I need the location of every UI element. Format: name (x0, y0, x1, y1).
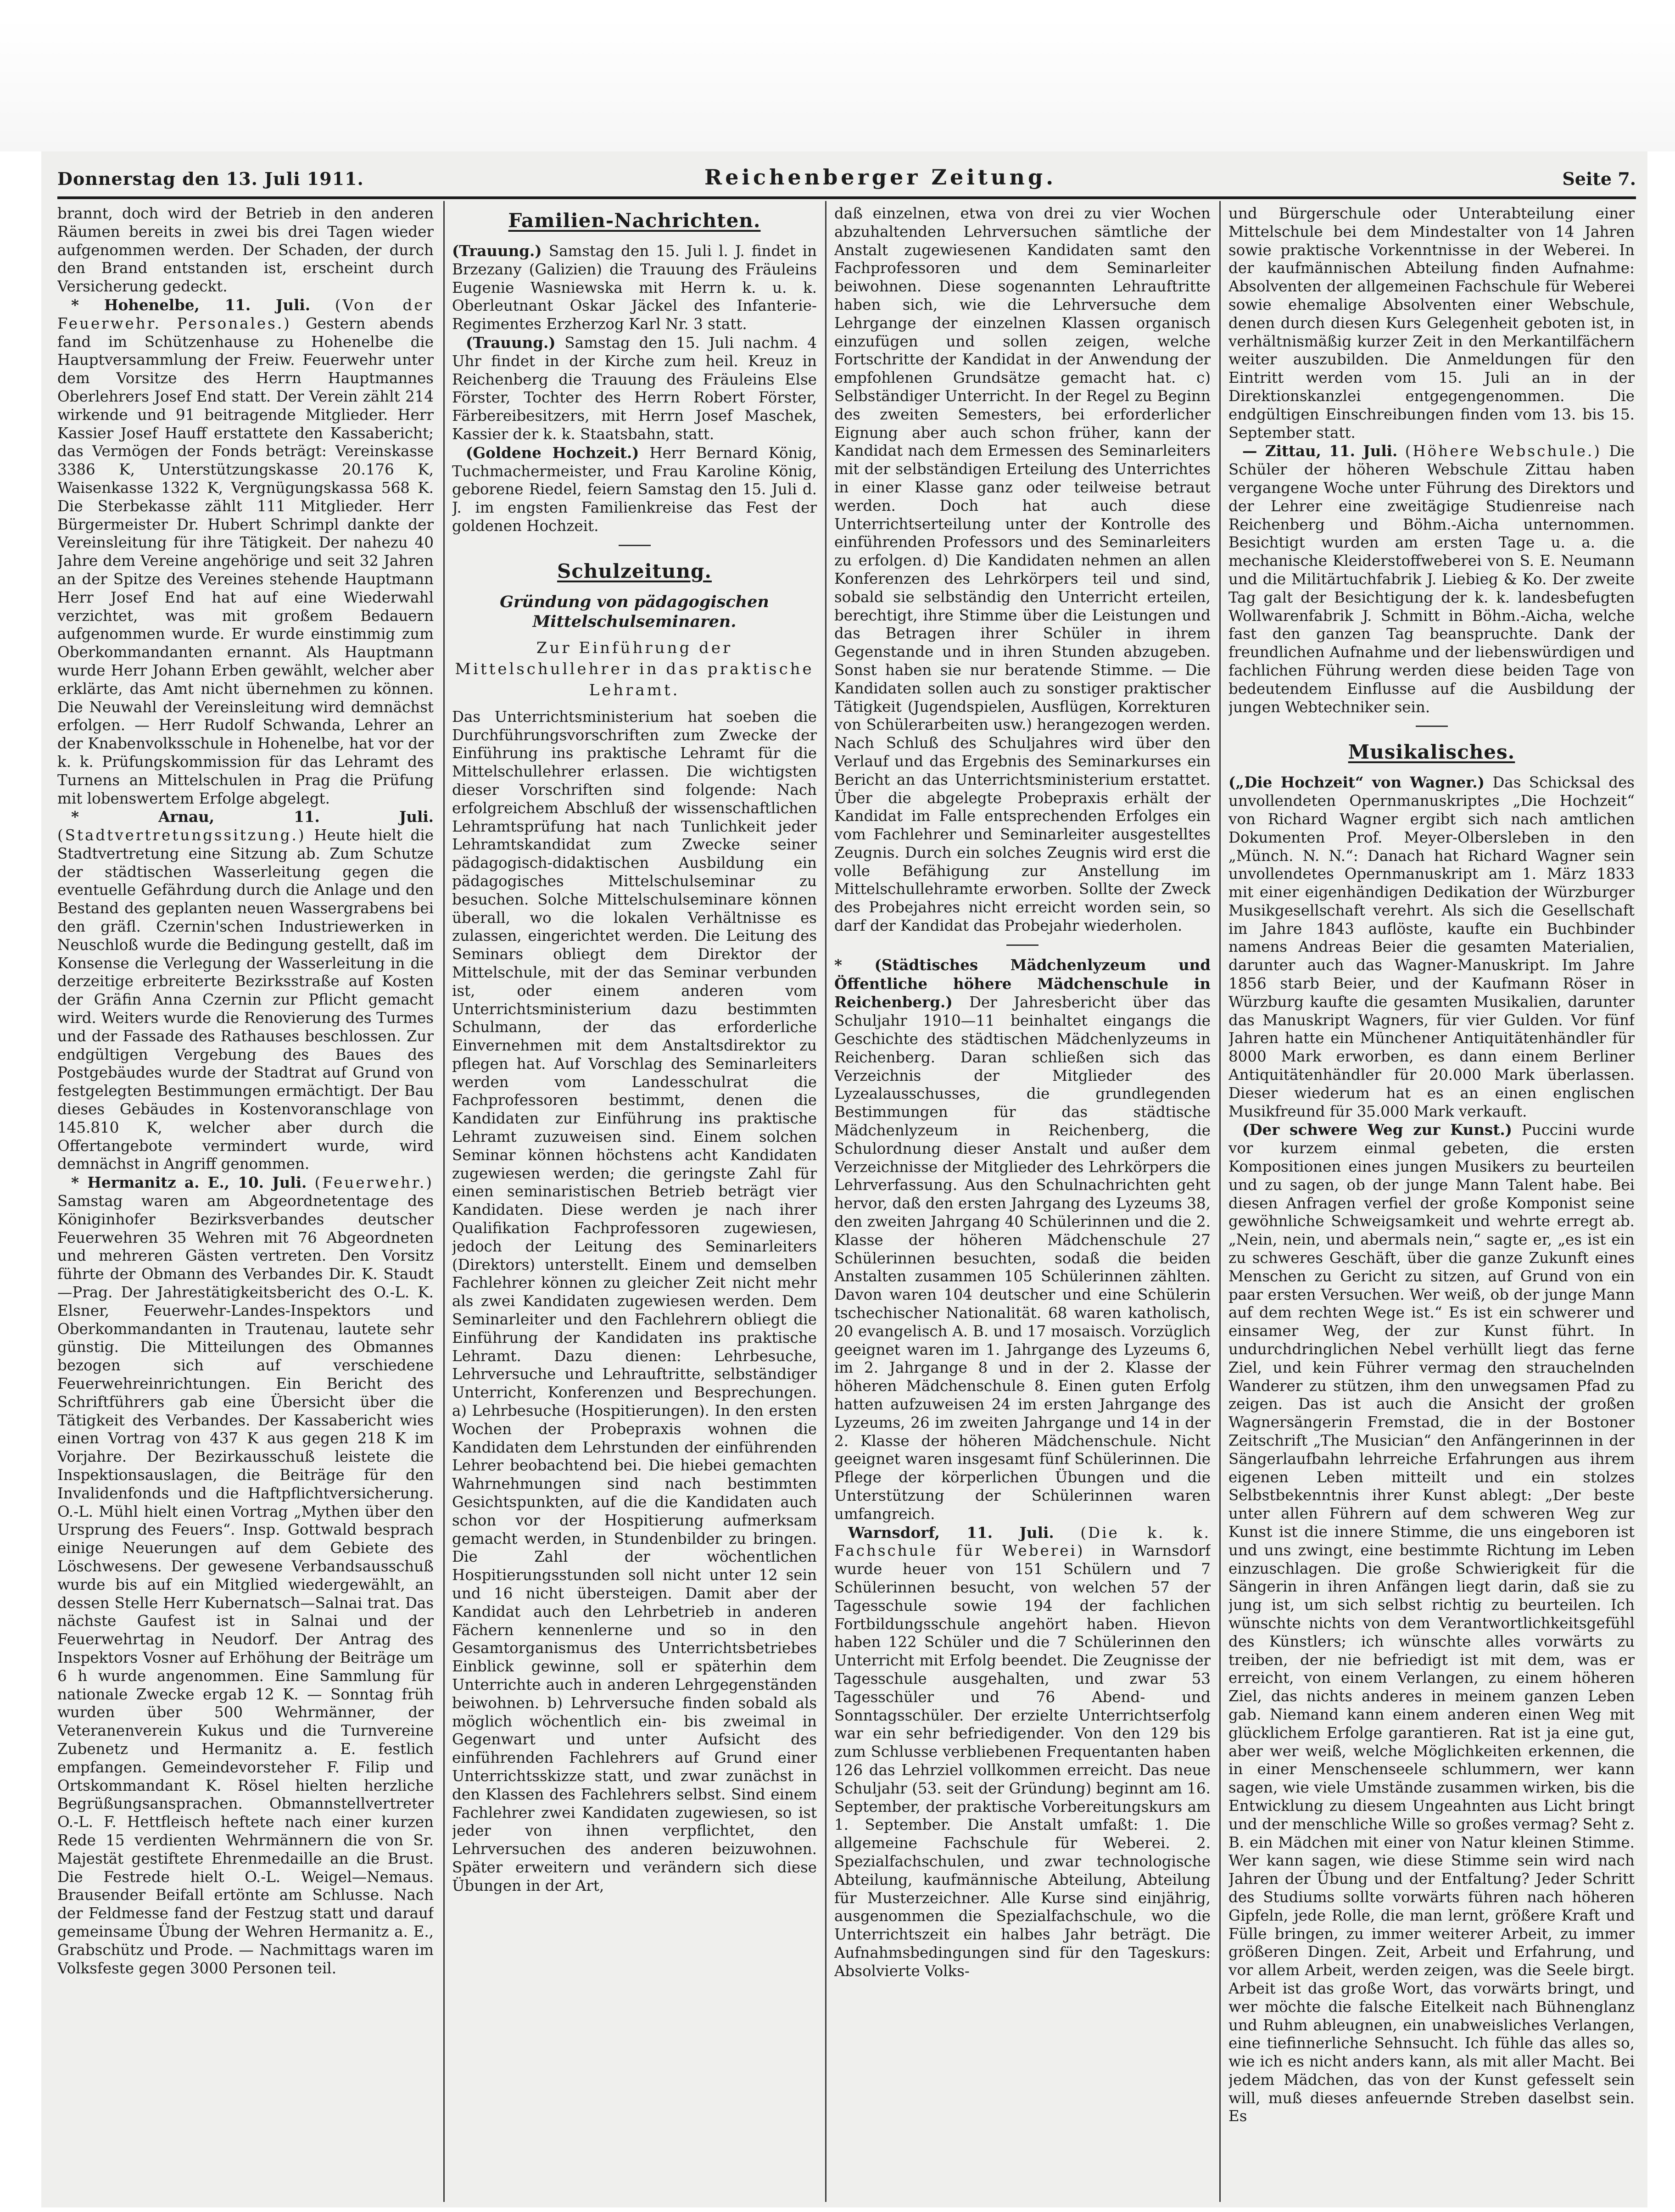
article-headline: Mittelschulseminaren. (532, 612, 737, 631)
article-text: Puccini wurde vor kurzem einmal gebeten, die ersten Kompositionen eines jungen Musikers zu beurteilen und zu sagen, ob der junge Mann Talent habe. Bei diesen Anfragen verfiel der große Komponist seine gewöhnliche Schweigsamkeit und wehrte erregt ab. „Nein, nein, und abermals nein,“ sagte er, „es ist ein zu schweres Geschäft, über die ganze Zukunft eines Menschen zu Gericht zu sitzen, auf Grund von ein paar ersten Versuchen. Wer weiß, ob der junge Mann auf dem rechten Wege ist.“ Es ist ein schwerer und einsamer Weg, der zur Kunst führt. In undurchdringlichen Nebel verhüllt liegt das ferne Ziel, und kein Führer vermag den strauchelnden Wanderer zu stützen, ihm den unwegsamen Pfad zu zeigen. Das ist auch die Ansicht der großen Wagnersängerin Fremstad, die in der Bostoner Zeitschrift „The Musician“ den Anfängerinnen in der Sängerlaufbahn lehrreiche Erfahrungen aus ihrem eigenen Leben mitteilt und ein stolzes Selbstbekenntnis ihrer Kunst ablegt: „Der beste unter allen Führern auf dem schweren Weg zur Kunst ist die innere Stimme, die uns eingeboren ist und uns zwingt, eine bestimmte Richtung im Leben einzuschlagen. Die große Schwierigkeit für die Sängerin in ihren Anfängen liegt darin, daß sie zu jung ist, um sich selbst richtig zu beurteilen. Ich wünschte nichts von dem Verantwortlichkeitsgefühl des Künstlers; ich wünschte alles vorwärts zu treiben, der nie befriedigt ist mit dem, was er erreicht, von einem Verlangen, zu einem höheren Ziel, das nichts anderes in meinem ganzen Leben gab. Niemand kann einem anderen einen Weg mit glücklichem Erfolge garantieren. Rat ist ja eine gut, aber wer weiß, welche Möglichkeiten erkennen, die in einer Menschenseele schlummern, wer kann sagen, wie viele Umstände zusammen wirken, bis die Entwicklung zu diesem Ungeahnten aus Licht bringt und der menschliche Wille so großes vermag? Seht z. B. ein Mädchen mit einer von Natur kleinen Stimme. Wer kann sagen, wie diese Stimme sein wird nach Jahren der Übung und der Entfaltung? Jeder Schritt des Studiums sollte vorwärts führen nach höheren Gipfeln, jede Rolle, die man lernt, größere Kraft und Fülle bringen, zu immer weiterer Arbeit, zu immer größeren Dingen. Zeit, Arbeit und Erfahrung, und vor allem Arbeit, werden zeigen, was die Seele birgt. Arbeit ist das große Wort, das vorwärts bringt, und wer möchte die falsche Eitelkeit nach Bühnenglanz und Ruhm ableugnen, ein unabweisliches Verlangen, eine tiefinnerliche Sehnsucht. Ich fühle das alles so, wie ich es nicht anders kann, als mit aller Macht. Bei jedem Mädchen, das von der Kunst gefesselt sein will, muß dieses anfeuernde Streben daselbst sein. Es (1228, 1121, 1635, 2125)
article-topic: * (Städtisches Mädchenlyzeum und Öffentliche höhere Mädchenschule in Reichenberg.) (834, 955, 1211, 1011)
article-topic: (Der schwere Weg zur Kunst.) (1242, 1121, 1513, 1139)
article-paragraph (834, 1524, 1211, 1981)
article-paragraph (834, 956, 1211, 1524)
masthead-title: Reichenberger Zeitung. (704, 165, 1057, 190)
article-text: Samstag waren am Abgeordnetentage des Königinhofer Bezirksverbandes deutscher Feuerwehren 35 Wehren mit 76 Abgeordneten und mehreren Gästen vertreten. Den Vorsitz führte der Obmann des Verbandes Dir. K. Staudt—Prag. Der Jahrestätigkeitsbericht des O.-L. K. Elsner, Feuerwehr-Landes-Inspektors und Oberkommandanten in Trautenau, lautete sehr günstig. Die Mitteilungen des Obmannes bezogen sich auf verschiedene Feuerwehreinrichtungen. Ein Bericht des Schriftführers gab eine Übersicht über die Tätigkeit des Verbandes. Der Kassabericht wies einen Vortrag von 437 K aus gegen 218 K im Vorjahre. Der Bezirkausschuß leistete die Inspektionsauslagen, die Beiträge für den Invalidenfonds und die Haftpflichtversicherung. O.-L. Mühl hielt einen Vortrag „Mythen über den Ursprung des Feuers“. Insp. Gottwald besprach einige Neuerungen auf dem Gebiete des Löschwesens. Der gewesene Verbandsausschuß wurde bis auf ein Mitglied wiedergewählt, an dessen Stelle Herr Kubernatsch—Salnai trat. Das nächste Gaufest ist in Salnai und der Feuerwehrtag in Neudorf. Der Antrag des Inspektors Vosner auf Erhöhung der Beiträge um 6 h wurde angenommen. Eine Sammlung für nationale Zwecke ergab 12 K. — Sonntag früh wurden über 500 Wehrmänner, der Veteranenverein Kukus und die Turnvereine Zubenetz und Hermanitz a. E. festlich empfangen. Gemeindevorsteher F. Filip und Ortskommandant K. Rösel hielten herzliche Begrüßungsansprachen. Obmannstellvertreter O.-L. F. Hettfleisch heftete nach einer kurzen Rede 15 verdienten Wehrmännern die von Sr. Majestät gestiftete Ehrenmedaille an die Brust. Die Festrede hielt O.-L. Weigel—Nemaus. Brausender Beifall ertönte am Schlusse. Nach der Feldmesse fand der Festzug statt und darauf gemeinsame Übung der Wehren Hermanitz a. E., Grabschütz und Prode. — Nachmittags waren im Volksfeste gegen 3000 Personen teil. (57, 1192, 434, 1977)
article-paragraph: brannt, doch wird der Betrieb in den anderen Räumen bereits in zwei bis drei Tagen wieder aufgenommen werden. Der Schaden, der durch den Brand entstanden ist, erscheint durch Versicherung gedeckt. (57, 205, 434, 296)
article-topic: (Von der Feuerwehr. Personales.) (57, 296, 434, 332)
article-text: Heute hielt die Stadtvertretung eine Sitzung ab. Zum Schutze der städtischen Wasserleitung gegen die eventuelle Gefährdung durch die Anlage und den Bestand des geplanten neuen Wassergrabens bei den gräfl. Czernin'schen Industriewerken in Neuschloß wurde die Bedingung gestellt, daß im Konsense die Verlegung der Wasserleitung in die derzeitige erbreiterte Bezirksstraße auf Kosten der Gräfin Anna Czernin zur Pflicht gemacht wird. Weiters wurde die Renovierung des Turmes und der Fassade des Rathauses beschlossen. Zur endgültigen Vergebung des Baues des Postgebäudes wurde der Stadtrat auf Grund von festgelegten Bestimmungen ermächtigt. Der Bau dieses Gebäudes in Kostenvoranschlage von 145.810 K, welcher aber durch die Offertangebote vermindert wurde, wird demnächst in Angriff genommen. (57, 827, 434, 1173)
column-divider (825, 201, 826, 2202)
article-text: Samstag den 15. Juli nachm. 4 Uhr findet in der Kirche zum heil. Kreuz in Reichenberg die Trauung des Fräuleins Else Förster, Tochter des Herrn Robert Förster, Färbereibesitzers, mit Herrn Josef Maschek, Kassier der k. k. Staatsbahn, statt. (452, 334, 817, 443)
page-number: Seite 7. (1562, 168, 1636, 189)
article-headline: Gründung von pädagogischen (500, 592, 769, 611)
column-divider (443, 201, 445, 2202)
dateline: Warnsdorf, 11. Juli. (848, 1523, 1054, 1542)
article-paragraph: Das Unterrichtsministerium hat soeben die Durchführungsvorschriften zum Zwecke der Einführung ins praktische Lehramt für die Mittelschullehrer erlassen. Die wichtigsten dieser Vorschriften sind folgende: Nach erfolgreichem Abschluß der wissenschaftlichen Lehramtsprüfung hat nach Tunlichkeit jeder Lehramtskandidat zum Zwecke seiner pädagogisch-didaktischen Ausbildung ein pädagogisches Mittelschulseminar zu besuchen. Solche Mittelschulseminare können überall, wo die lokalen Verhältnisse es zulassen, eingerichtet werden. Die Leitung des Seminars obliegt dem Direktor der Mittelschule, mit der das Seminar verbunden ist, oder einem anderen vom Unterrichtsministerium dazu bestimmten Schulmann, der das erforderliche Einvernehmen mit dem Anstaltsdirektor zu pflegen hat. Auf Vorschlag des Seminarleiters werden vom Landesschulrat die Fachprofessoren bestimmt, denen die Kandidaten zur Einführung ins praktische Lehramt zuzuweisen sind. Einem solchen Seminar können höchstens acht Kandidaten zugewiesen werden; die geringste Zahl für einen seminaristischen Betrieb beträgt vier Kandidaten. Diese werden je nach ihrer Qualifikation Fachprofessoren zugewiesen, jedoch der Leitung des Seminarleiters (Direktors) unterstellt. Einem und demselben Fachlehrer können zu gleicher Zeit nicht mehr als zwei Kandidaten zugewiesen werden. Dem Seminarleiter und den Fachlehrern obliegt die Einführung der Kandidaten ins praktische Lehramt. Dazu dienen: Lehrbesuche, Lehrversuche und Lehrauftritte, selbständiger Unterricht, Konferenzen und Besprechungen. a) Lehrbesuche (Hospitierungen). In den ersten Wochen der Probepraxis wohnen die Kandidaten dem Lehrstunden der einführenden Lehrer beobachtend bei. Die hiebei gemachten Wahrnehmungen sind nach bestimmten Gesichtspunkten, auf die die Kandidaten auch schon vor der Hospitierung aufmerksam gemacht werden, in Stundenbilder zu bringen. Die Zahl der wöchentlichen Hospitierungsstunden soll nicht unter 12 sein und 16 nicht übersteigen. Damit aber der Kandidat auch den Lehrbetrieb in anderen Fächern kennenlerne und so in den Gesamtorganismus des Unterrichtsbetriebes Einblick gewinne, soll er späterhin dem Unterrichte auch in anderen Lehrgegenständen beiwohnen. b) Lehrversuche finden sobald als möglich wöchentlich ein- bis zweimal in Gegenwart und unter Aufsicht des einführenden Fachlehrers auf Grund einer Unterrichtsskizze statt, und zwar zunächst in den Klassen des Fachlehrers selbst. Sind einem Fachlehrer zwei Kandidaten zugewiesen, so ist jeder von ihnen verpflichtet, den Lehrversuchen des anderen beizuwohnen. Später erweitern und verändern sich diese Übungen in der Art, (452, 708, 817, 1894)
article-topic: (Stadtvertretungssitzung.) (57, 827, 306, 844)
article-text: Herr Bernard König, Tuchmachermeister, und Frau Karoline König, geborene Riedel, feiern Samstag den 15. Juli d. J. im engsten Familienkreise das Fest der goldenen Hochzeit. (452, 444, 817, 535)
article-paragraph (1228, 773, 1635, 1121)
article-paragraph (57, 808, 434, 1173)
article-topic: (Goldene Hochzeit.) (466, 443, 639, 462)
article-topic: (Höhere Webschule.) (1405, 442, 1602, 460)
article-topic: (Die k. k. Fachschule für Weberei) (834, 1524, 1211, 1560)
column-1 (57, 205, 434, 2196)
column-2 (452, 205, 817, 2196)
dateline: * Hermanitz a. E., 10. Juli. (71, 1173, 307, 1192)
article-topic: (Trauung.) (452, 242, 542, 260)
header-rule (57, 196, 1636, 199)
article-paragraph (452, 444, 817, 536)
article-text: Gestern abends fand im Schützenhause zu Hohenelbe die Hauptversammlung der Freiw. Feuerwehr unter dem Vorsitze des Herrn Hauptmannes Oberlehrers Josef End statt. Der Verein zählt 214 wirkende und 91 beitragende Mitglieder. Herr Kassier Josef Hauff erstattete den Kassabericht; das Vermögen der Fonds beträgt: Vereinskasse 3386 K, Unterstützungskasse 20.176 K, Waisenkasse 1322 K, Vergnügungskassa 568 K. Die Sterbekasse zählt 111 Mitglieder. Herr Bürgermeister Dr. Hubert Schrimpl dankte der Vereinsleitung für ihre Tätigkeit. Der nahezu 40 Jahre dem Vereine angehörige und seit 32 Jahren an der Spitze des Vereines stehende Hauptmann Herr Josef End hat auf eine Wiederwahl verzichtet, was mit großem Bedauern aufgenommen wurde. Er wurde einstimmig zum Oberkommandanten ernannt. Als Hauptmann wurde Herr Johann Erben gewählt, welcher aber erklärte, das Amt nicht übernehmen zu können. Die Neuwahl der Vereinsleitung wird demnächst erfolgen. — Herr Rudolf Schwanda, Lehrer an der Knabenvolksschule in Hohenelbe, hat vor der k. k. Prüfungskommission für das Lehramt des Turnens an Mittelschulen in Prag die Prüfung mit lobenswertem Erfolge abgelegt. (57, 314, 434, 807)
article-text: Samstag den 15. Juli l. J. findet in Brzezany (Galizien) die Trauung des Fräuleins Eugenie Wasniewska mit Herrn k. u. k. Oberleutnant Oskar Jäckel des Infanterie-Regimentes Erzherzog Karl Nr. 3 statt. (452, 242, 817, 333)
dateline: — Zittau, 11. Juli. (1242, 442, 1398, 460)
article-paragraph (1228, 442, 1635, 716)
article-paragraph (452, 242, 817, 334)
article-title: Zur Einführung der Mittelschullehrer in das praktische Lehramt. (455, 638, 814, 699)
article-text: Das Schicksal des unvollendeten Opernmanuskriptes „Die Hochzeit“ von Richard Wagner ergibt sich nach amtlichen Dokumenten Prof. Meyer-Olbersleben in den „Münch. N. N.“: Danach hat Richard Wagner sein unvollendetes Opernmanuskript am 1. März 1833 mit einer eigenhändigen Dedikation der Würzburger Musikgesellschaft verehrt. Als sich die Gesellschaft im Jahre 1843 auflöste, kaufte ein Buchbinder namens Andreas Beier die gesamten Materialien, darunter auch das Wagner-Manuskript. Im Jahre 1856 starb Beier, und der Kaufmann Röser in Würzburg kaufte die gesamten Musikalien, darunter das Manuskript Wagners, für vier Gulden. Vor fünf Jahren hatte ein Münchener Antiquitätenhändler für 8000 Mark erworben, es dann einem Berliner Antiquitätenhändler für 20.000 Mark überlassen. Dieser wiederum hat es an einen englischen Musikfreund für 35.000 Mark verkauft. (1228, 774, 1635, 1120)
article-topic: („Die Hochzeit“ von Wagner.) (1228, 773, 1485, 792)
dateline: * Arnau, 11. Juli. (71, 808, 434, 826)
section-heading: Musikalisches. (1348, 741, 1515, 764)
scan-margin (0, 0, 1675, 151)
column-divider (1219, 201, 1221, 2202)
section-heading: Schulzeitung. (557, 559, 712, 582)
article-topic: (Feuerwehr.) (314, 1174, 434, 1192)
article-text: in Warnsdorf wurde heuer von 151 Schülern und 7 Schülerinnen besucht, von welchen 57 der Tagesschule sowie 194 der fachlichen Fortbildungsschule angehört haben. Hievon haben 122 Schüler und die 7 Schülerinnen den Unterricht mit Erfolg beendet. Die Zeugnisse der Tagesschule ausgehalten, und zwar 53 Tagesschüler und 76 Abend- und Sonntagsschüler. Der erzielte Unterrichtserfolg war ein sehr befriedigender. Von den 129 bis zum Schlusse verbliebenen Frequentanten haben 126 das Lehrziel vollkommen erreicht. Das neue Schuljahr (53. seit der Gründung) beginnt am 16. September, der praktische Vorbereitungskurs am 1. September. Die Anstalt umfaßt: 1. Die allgemeine Fachschule für Weberei. 2. Spezialfachschulen, und zwar technologische Abteilung, kaufmännische Abteilung, Abteilung für Musterzeichner. Alle Kurse sind einjährig, ausgenommen die Spezialfachschule, wo die Unterrichtszeit ein halbes Jahr beträgt. Die Aufnahmsbedingungen sind für den Tageskurs: Absolvierte Volks- (834, 1542, 1211, 1980)
article-topic: (Trauung.) (466, 333, 556, 352)
article-paragraph: daß einzelnen, etwa von drei zu vier Wochen abzuhaltenden Lehrversuchen sämtliche der Anstalt zugewiesenen Kandidaten samt den Fachprofessoren und dem Seminarleiter beiwohnen. Diese sogenannten Lehrauftritte haben sich, wie die Lehrversuche dem Lehrgange der einzelnen Klassen organisch einzufügen und sollen zeigen, welche Fortschritte der Kandidat in der Anwendung der empfohlenen Grundsätze gemacht hat. c) Selbständiger Unterricht. In der Regel zu Beginn des zweiten Semesters, bei erforderlicher Eignung aber auch schon früher, kann der Kandidat nach dem Ermessen des Seminarleiters mit der selbständigen Erteilung des Unterrichtes in einer Klasse ganz oder teilweise betraut werden. Doch hat auch diese Unterrichtserteilung unter der Kontrolle des einführenden Professors und des Seminarleiters zu erfolgen. d) Die Kandidaten nehmen an allen Konferenzen des Lehrkörpers teil und sind, sobald sie selbständig den Unterricht erteilen, berechtigt, ihre Stimme über die Leistungen und das Betragen ihrer Schüler in ihrem Gegenstande und in ihren Stunden abzugeben. Sonst haben sie nur beratende Stimme. — Die Kandidaten sollen auch zu sonstiger praktischer Tätigkeit (Jugendspielen, Ausflügen, Korrekturen von Schülerarbeiten usw.) herangezogen werden. Nach Schluß des Schuljahres wird über den Verlauf und das Ergebnis des Seminarkurses ein Bericht an das Unterrichtsministerium erstattet. Über die abgelegte Probepraxis erhält der Kandidat im Falle entsprechenden Erfolges ein vom Fachlehrer und Seminarleiter ausgestelltes Zeugnis. Durch ein solches Zeugnis wird erst die volle Befähigung zur Anstellung im Mittelschullehramte erworben. Sollte der Zweck des Probejahres nicht erreicht worden sein, so darf der Kandidat das Probejahr wiederholen. (834, 205, 1211, 935)
header-date: Donnerstag den 13. Juli 1911. (57, 168, 364, 189)
article-paragraph (57, 1173, 434, 1977)
separator (1006, 944, 1038, 946)
page-header (57, 163, 1636, 200)
dateline: * Hohenelbe, 11. Juli. (71, 296, 311, 314)
article-text: Der Jahresbericht über das Schuljahr 1910—11 beinhaltet eingangs die Geschichte des städtischen Mädchenlyzeums in Reichenberg. Daran schließen sich das Verzeichnis der Mitglieder des Lyzealausschusses, die grundlegenden Bestimmungen für das städtische Mädchenlyzeum in Reichenberg, die Schulordnung dieser Anstalt und außer dem Verzeichnisse der Mitglieder des Lehrkörpers die Lehrverfassung. Aus den Schulnachrichten geht hervor, daß den ersten Jahrgang des Lyzeums 38, den zweiten Jahrgang 40 Schülerinnen und die 2. Klasse der höheren Mädchenschule 27 Schülerinnen besuchten, sodaß die beiden Anstalten zusammen 105 Schülerinnen zählten. Davon waren 104 deutscher und eine Schülerin tschechischer Nationalität. 68 waren katholisch, 20 evangelisch A. B. und 17 mosaisch. Vorzüglich geeignet waren im 1. Jahrgange des Lyzeums 6, im 2. Jahrgange 8 und in der 2. Klasse der höheren Mädchenschule 8. Einen guten Erfolg hatten aufzuweisen 24 im ersten Jahrgange des Lyzeums, 26 im zweiten Jahrgange und 14 in der 2. Klasse der höheren Mädchenschule. Nicht geeignet waren insgesamt fünf Schülerinnen. Die Pflege der körperlichen Übungen und die Unterstützung der Schülerinnen waren umfangreich. (834, 994, 1211, 1523)
article-paragraph (452, 334, 817, 444)
section-heading: Familien-Nachrichten. (508, 209, 761, 232)
separator (619, 545, 651, 546)
separator (1416, 726, 1448, 727)
article-paragraph (1228, 1121, 1635, 2126)
column-3 (834, 205, 1211, 2196)
column-4 (1228, 205, 1635, 2196)
article-text: Die Schüler der höheren Webschule Zittau haben vergangene Woche unter Führung des Direktors und der Lehrer eine zweitägige Studienreise nach Reichenberg und Böhm.-Aicha unternommen. Besichtigt wurden am ersten Tage u. a. die mechanische Kleiderstoffweberei von S. E. Neumann und die Militärtuchfabrik J. Liebieg & Ko. Der zweite Tag galt der Besichtigung der k. k. landesbefugten Wollwarenfabrik J. Schmitt in Böhm.-Aicha, welche fast den ganzen Tag beanspruchte. Dank der freundlichen Aufnahme und der liebenswürdigen und fachlichen Führung werden diese beiden Tage von bedeutendem Einflusse auf die Ausbildung der jungen Webtechniker sein. (1228, 442, 1635, 716)
article-paragraph: und Bürgerschule oder Unterabteilung einer Mittelschule bei dem Mindestalter von 14 Jahren sowie praktische Vorkenntnisse in der Weberei. In der kaufmännischen Abteilung finden Aufnahme: Absolventen der allgemeinen Fachschule für Weberei sowie ehemalige Absolventen einer Webschule, denen durch diesen Kurs Gelegenheit geboten ist, in verhältnismäßig kurzer Zeit in den Merkantilfächern weiter auszubilden. Die Anmeldungen für den Eintritt werden vom 15. Juli an in der Direktionskanzlei entgegengenommen. Die endgültigen Einschreibungen finden vom 13. bis 15. September statt. (1228, 205, 1635, 441)
article-paragraph (57, 296, 434, 808)
